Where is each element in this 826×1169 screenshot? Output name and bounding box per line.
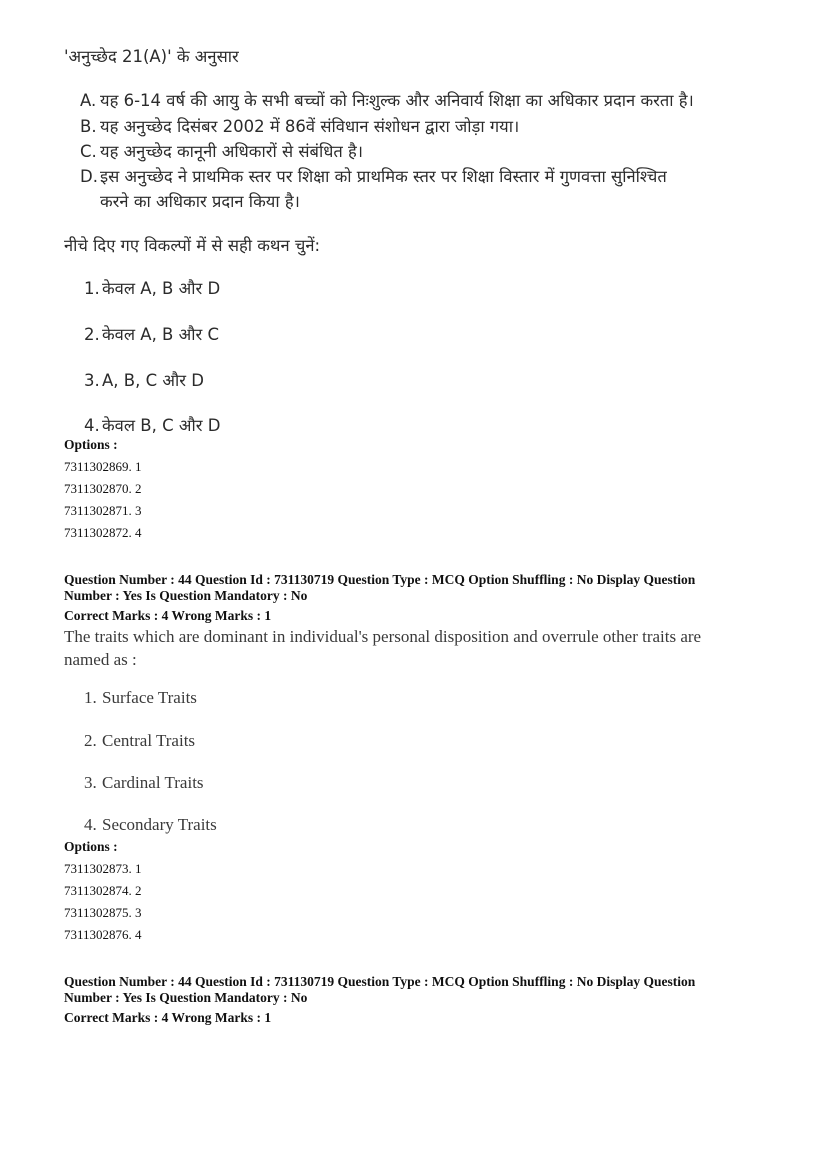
- choice-text: केवल B, C और D: [102, 416, 221, 435]
- choice-3: [84, 368, 204, 391]
- choice-number: 1.: [84, 688, 97, 707]
- choice-number: 4.: [84, 815, 97, 834]
- choice-number: 3.: [84, 773, 97, 792]
- statement-label: C.: [80, 142, 97, 161]
- statement-b: [80, 114, 519, 137]
- statement-c: [80, 139, 363, 162]
- statement-text: इस अनुच्छेद ने प्राथमिक स्तर पर शिक्षा को प्राथमिक स्तर पर शिक्षा विस्तार में गुणवत्ता सुनिश्चित: [100, 167, 667, 186]
- choice-text: Surface Traits: [102, 688, 197, 707]
- options-label: Options :: [64, 839, 118, 854]
- choice-number: 2.: [84, 325, 100, 344]
- options-label: Options :: [64, 437, 118, 452]
- question-meta: Question Number : 44 Question Id : 731130719 Question Type : MCQ Option Shuffling : No Display Question: [64, 974, 696, 989]
- statement-d: [80, 164, 667, 187]
- choice-3: [84, 773, 204, 793]
- option-id: 7311302871. 3: [64, 503, 142, 518]
- choice-text: Central Traits: [102, 731, 196, 750]
- statement-d-continuation: करने का अधिकार प्रदान किया है।: [100, 192, 300, 211]
- question-prompt: नीचे दिए गए विकल्पों में से सही कथन चुनें:: [64, 236, 321, 255]
- option-id: 7311302872. 4: [64, 525, 142, 540]
- option-id: 7311302869. 1: [64, 459, 142, 474]
- statement-text: यह अनुच्छेद कानूनी अधिकारों से संबंधित है।: [100, 142, 364, 161]
- question-meta: Question Number : 44 Question Id : 731130719 Question Type : MCQ Option Shuffling : No Display Question: [64, 572, 696, 587]
- statement-label: D.: [80, 167, 98, 186]
- statement-label: A.: [80, 91, 97, 110]
- choice-text: केवल A, B और C: [102, 325, 220, 344]
- question-marks: Correct Marks : 4 Wrong Marks : 1: [64, 1010, 272, 1025]
- choice-number: 2.: [84, 731, 97, 750]
- statement-text: यह 6-14 वर्ष की आयु के सभी बच्चों को निःशुल्क और अनिवार्य शिक्षा का अधिकार प्रदान करता है।: [100, 91, 694, 110]
- option-id: 7311302874. 2: [64, 883, 142, 898]
- question-text-continuation: named as :: [64, 650, 137, 669]
- choice-number: 4.: [84, 416, 100, 435]
- question-meta-continuation: Number : Yes Is Question Mandatory : No: [64, 990, 308, 1005]
- option-id: 7311302875. 3: [64, 905, 142, 920]
- question-marks: Correct Marks : 4 Wrong Marks : 1: [64, 608, 272, 623]
- choice-text: केवल A, B और D: [102, 279, 221, 298]
- statement-label: B.: [80, 117, 97, 136]
- statement-a: [80, 88, 694, 111]
- choice-4: [84, 815, 217, 835]
- choice-4: [84, 413, 220, 436]
- choice-2: [84, 731, 195, 751]
- choice-number: 1.: [84, 279, 100, 298]
- choice-2: [84, 322, 219, 345]
- choice-1: [84, 688, 197, 708]
- option-id: 7311302870. 2: [64, 481, 142, 496]
- statement-text: यह अनुच्छेद दिसंबर 2002 में 86वें संविधान संशोधन द्वारा जोड़ा गया।: [100, 117, 520, 136]
- choice-text: Cardinal Traits: [102, 773, 204, 792]
- choice-number: 3.: [84, 371, 100, 390]
- choice-text: A, B, C और D: [102, 371, 204, 390]
- option-id: 7311302876. 4: [64, 927, 142, 942]
- option-id: 7311302873. 1: [64, 861, 142, 876]
- choice-text: Secondary Traits: [102, 815, 217, 834]
- question-text: The traits which are dominant in individual's personal disposition and overrule other traits are: [64, 627, 702, 646]
- question-meta-continuation: Number : Yes Is Question Mandatory : No: [64, 588, 308, 603]
- choice-1: [84, 276, 220, 299]
- question-intro: 'अनुच्छेद 21(A)' के अनुसार: [64, 47, 239, 66]
